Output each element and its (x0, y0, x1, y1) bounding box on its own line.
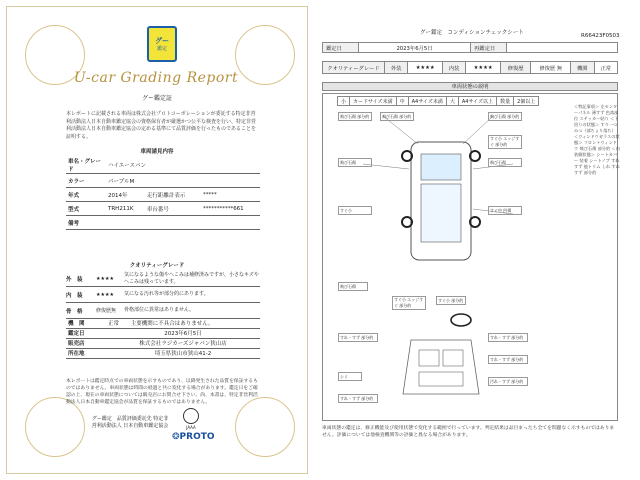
quality-section-title: クオリティーグレード (129, 263, 185, 269)
chassis-value: ***********661 (201, 202, 260, 216)
rating-row (66, 303, 260, 319)
ornament-bottom-left (25, 397, 85, 457)
grade-value: ★★★★ (466, 62, 501, 74)
mileage-value: ***** (201, 188, 260, 202)
damage-mark: 飛び石傷 (488, 158, 522, 167)
sheet-date-value: 2023年6月5日 (359, 43, 471, 53)
special-notes: ＜特記事項＞ 左センターパネル 薄すず 色落部位 ステッカー貼り ＜下回りの状態＞ すり一つ みつ（部ちょり落ち） ＜ウィンドウガラスの状態＞ フロントウィンドウ 飛び石傷 部分的 ＜内装側状態＞ シートカバー 装着 シートノブ すれ すず 他トリム しれ すれ すず 部分的 (574, 104, 620, 175)
vehicle-value: TRH211K (106, 202, 145, 216)
damage-mark: すれ・すず 部分的 (488, 333, 528, 342)
steering-wheel-icon (451, 314, 471, 326)
table-row (323, 43, 618, 53)
rating-row (66, 287, 260, 303)
damage-mark: 飛び石傷 (338, 282, 368, 291)
vehicle-value (106, 216, 260, 230)
sheet-grade-table (322, 61, 618, 74)
sheet-recheck-value (507, 43, 618, 53)
table-row (338, 97, 539, 106)
vehicle-key: 車名・グレード (66, 157, 106, 174)
damage-mark: すぐ小 部分的 (436, 296, 466, 305)
quality-label: クオリティーグレード (323, 62, 385, 74)
damage-mark: すれ・すず 部分的 (338, 333, 378, 342)
rating-desc: 気になるような傷やへこみは補修済みですが、小さなキズやへこみは残っています。 (124, 271, 259, 285)
certificate-subtitle: グー鑑定証 (141, 95, 172, 102)
legend-key: 中 (396, 97, 408, 106)
legend-value: カードサイズ未満 (350, 97, 397, 106)
sheet-footer: 車両状態の鑑定は、修正機能及び使用状態で変化する範囲で行っています。判定結果は品目まったち全てを問題なく示すものではありません。評価については他検査機関等の評価と異なる場合があります。 (322, 426, 615, 438)
damage-mark: すれ・すず 部分的 (488, 355, 528, 364)
rating-key: 内 装 (66, 292, 83, 299)
table-row (66, 338, 260, 348)
damage-mark: 飛び石傷 (338, 158, 372, 167)
legend-key: 大 (446, 97, 458, 106)
engine-value: 正常 (106, 318, 129, 328)
legend-key: 小 (338, 97, 350, 106)
size-legend (337, 96, 539, 106)
dealer-label: 販売店 (66, 338, 106, 348)
grade-label: 外装 (385, 62, 408, 74)
damage-mark: すぐ小 (338, 206, 372, 215)
seat-icon (443, 350, 463, 366)
vehicle-key: 年式 (66, 188, 106, 202)
sheet-date-label: 鑑定日 (323, 43, 359, 53)
legend-value: 2個以上 (514, 97, 539, 106)
rating-stars: 修復歴無 (96, 308, 117, 314)
rating-key: 外 装 (66, 276, 83, 283)
table-row (66, 188, 260, 202)
rating-desc: 気になる汚れ等が部分的にあります。 (124, 291, 209, 297)
engine-key: 機 関 (66, 318, 106, 328)
logo-sub-text: 鑑定 (156, 45, 167, 52)
engine-desc: 主要機関に不具合はありません。 (129, 318, 260, 328)
vehicle-key: 備考 (66, 216, 106, 230)
damage-mark: 飛び石傷 部分的 (338, 112, 372, 121)
vehicle-value: パープルM (106, 174, 260, 188)
ratings-list (66, 271, 260, 319)
ornament-bottom-right (235, 397, 295, 457)
date-value: 2023年6月5日 (106, 328, 260, 338)
certificate-intro: 本レポートに記載される車両は株式会社プロトコーポレーションが委託する特定非営利活動法人日本自動車鑑定協会の資格保有者が厳選かつ公平な検査を行い、特定非営利活動法人日本自動車鑑定協会の定める基準にて品質評価を行ったものであることを証明する。 (66, 111, 257, 140)
dealer-value: 株式会社ラジカーズジャパン狭山店 (106, 338, 260, 348)
proto-logo (172, 432, 215, 442)
rear-seat-icon (419, 372, 463, 386)
grade-value: 正常 (594, 62, 617, 74)
certificate-notes: 本レポートは鑑定時点での車両状態を示すものであり、以降発生された品質を保証するものではありません。車両状態は時間の経過と共に変化する場合があります。鑑定日をご確認の上、現在の車両状態については販売店にお問合せ下さい。尚、本書は、特定非営利活動法人日本自動車鑑定協会が品質を保証するものではありません。 (66, 379, 258, 405)
grade-label: 修復歴 (500, 62, 530, 74)
vehicle-value: 2014年 (106, 188, 145, 202)
damage-mark: すぐ小 エッジすぐ 部分的 (392, 296, 426, 310)
table-row (66, 318, 260, 328)
certificate-footer-table (66, 318, 260, 359)
vehicle-key: カラー (66, 174, 106, 188)
legend-key: 数量 (497, 97, 514, 106)
table-row (66, 216, 260, 230)
vehicle-table (66, 157, 260, 230)
address-value: 埼玉県狭山市狭山41-2 (106, 348, 260, 358)
vehicle-section-title: 車両請見内容 (140, 149, 174, 155)
rating-desc: 骨格部位に異常はありません。 (124, 307, 195, 313)
sheet-recheck-label: 再鑑定日 (471, 43, 507, 53)
vehicle-state-bar: 車両状態の説明 (322, 82, 618, 91)
damage-mark: すぐ中 凹損 (488, 206, 522, 215)
grade-value: 修復歴 無 (531, 62, 571, 74)
legend-value: A4サイズ以上 (458, 97, 496, 106)
table-row (66, 202, 260, 216)
proto-mark-icon: ❂ (172, 432, 180, 442)
rating-key: 骨 格 (66, 308, 83, 315)
rating-stars: ★★★★ (96, 275, 114, 282)
legend-value: A4サイズ未満 (408, 97, 446, 106)
report-title: U-car Grading Report (73, 70, 239, 86)
proto-text: PROTO (179, 432, 215, 442)
damage-mark: すぐ小 エッジすぐ 部分的 (488, 135, 522, 149)
jaai-emblem-icon (183, 408, 199, 424)
mileage-label: 走行距離計表示 (145, 188, 201, 202)
table-row (323, 62, 618, 74)
rating-stars: ★★★★ (96, 291, 114, 298)
grade-label: 内装 (442, 62, 465, 74)
table-row (66, 328, 260, 338)
date-label: 鑑定日 (66, 328, 106, 338)
sheet-title: グー鑑定 コンディションチェックシート (420, 30, 524, 36)
van-windshield (421, 154, 461, 180)
damage-mark: すれ・すず 部分的 (338, 394, 378, 403)
damage-mark: 飛び石傷 部分的 (380, 112, 414, 121)
damage-mark: シミ (338, 372, 362, 381)
goo-kantei-logo (147, 26, 177, 62)
address-label: 所在地 (66, 348, 106, 358)
van-roof (421, 184, 461, 242)
jaai-logo (178, 408, 204, 430)
jaai-text: JAAA (186, 425, 196, 430)
rating-row (66, 271, 260, 287)
grade-label: 機関 (571, 62, 594, 74)
logo-main-text: グー (155, 36, 169, 45)
sheet-date-table (322, 42, 618, 53)
issuer-text: グー鑑定 品質評価委託先 特定非営利活動法人 日本自動車鑑定協会 (91, 416, 169, 429)
table-row (66, 348, 260, 358)
seat-icon (419, 350, 439, 366)
damage-mark: 汚れ・すず 部分的 (488, 377, 528, 386)
table-row (66, 174, 260, 188)
vehicle-value: ハイエースバン (106, 157, 260, 174)
vehicle-key: 型式 (66, 202, 106, 216)
damage-mark: 飛び石傷 部分的 (488, 112, 522, 121)
sheet-code: R66423F0503 (581, 33, 620, 39)
table-row (66, 157, 260, 174)
grade-value: ★★★★ (408, 62, 443, 74)
chassis-label: 車台番号 (145, 202, 201, 216)
